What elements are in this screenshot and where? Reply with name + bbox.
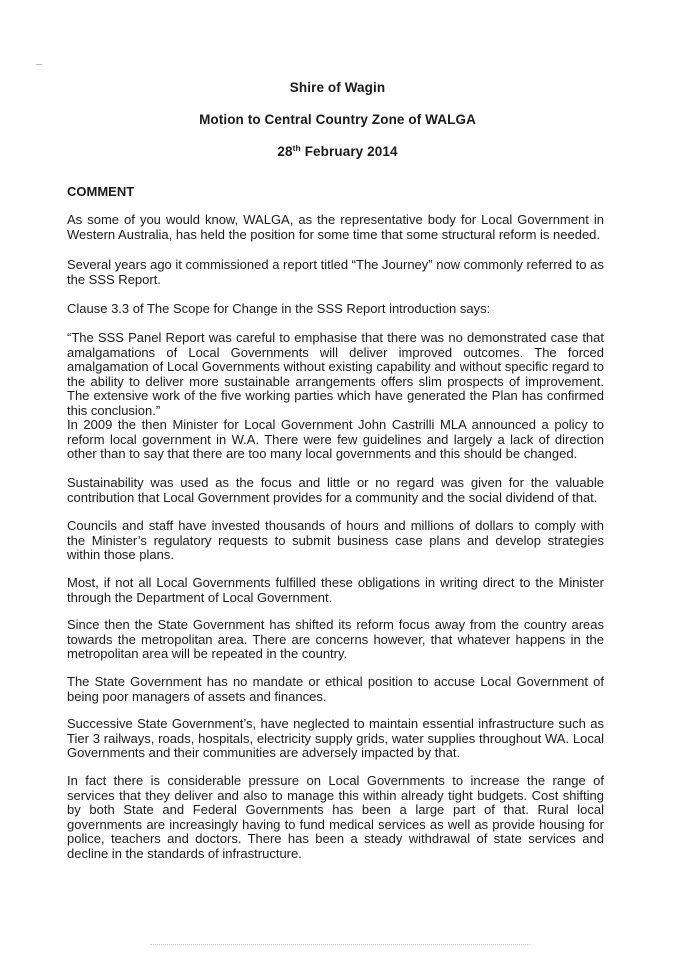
- document-subtitle: Motion to Central Country Zone of WALGA: [199, 112, 476, 127]
- paragraph-infrastructure: Successive State Government’s, have neglected to maintain essential infrastructure such as Tier 3 railways, roads, hospitals, electricity supply grids, water supplies throughout WA. Local Governments and their communities are adversely impacted by that.: [67, 716, 604, 760]
- comment-heading: COMMENT: [67, 184, 135, 199]
- paragraph-councils-staff: Councils and staff have invested thousands of hours and millions of dollars to comply with the Minister’s regulatory requests to submit business case plans and develop strategies within those plans.: [67, 518, 604, 562]
- document-title: Shire of Wagin: [289, 80, 386, 95]
- paragraph-obligations: Most, if not all Local Governments fulfilled these obligations in writing direct to the Minister through the Department of Local Government.: [67, 575, 604, 605]
- date-month-year: February 2014: [300, 144, 398, 159]
- paragraph-clause-intro: Clause 3.3 of The Scope for Change in the SSS Report introduction says:: [67, 301, 491, 316]
- scan-speck: [36, 64, 42, 65]
- paragraph-walga-position: As some of you would know, WALGA, as the representative body for Local Government in Western Australia, has held the position for some time that some structural reform is needed.: [67, 212, 604, 242]
- paragraph-sss-quote: “The SSS Panel Report was careful to emphasise that there was no demonstrated case that amalgamations of Local Governments will deliver improved outcomes. The forced amalgamation of Local Governments without existing capability and without specific regard to the ability to deliver more sustainable arrangements offers slim prospects of improvement. The extensive work of the five working parties which have generated the Plan has confirmed this conclusion.”: [67, 330, 604, 418]
- paragraph-journey-report: Several years ago it commissioned a report titled “The Journey” now commonly referred to as the SSS Report.: [67, 257, 604, 287]
- scan-footer-marks: [150, 944, 530, 947]
- paragraph-no-mandate: The State Government has no mandate or ethical position to accuse Local Government of being poor managers of assets and finances.: [67, 674, 604, 704]
- date-day: 28: [277, 144, 293, 159]
- document-date: [0, 144, 675, 159]
- paragraph-cost-shifting: In fact there is considerable pressure on Local Governments to increase the range of services that they deliver and also to manage this within already tight budgets. Cost shifting by both State and Federal Governments has been a large part of that. Rural local governments are increasingly having to fund medical services as well as provide housing for police, teachers and doctors. There has been a steady withdrawal of state services and decline in the standards of infrastructure.: [67, 773, 604, 861]
- date-ordinal-suffix: th: [292, 143, 301, 153]
- paragraph-2009-minister: In 2009 the then Minister for Local Government John Castrilli MLA announced a policy to reform local government in W.A. There were few guidelines and largely a lack of direction other than to say that there are too many local governments and this should be changed.: [67, 417, 604, 461]
- paragraph-reform-focus: Since then the State Government has shifted its reform focus away from the country areas towards the metropolitan area. There are concerns however, that whatever happens in the metropolitan area will be repeated in the country.: [67, 617, 604, 661]
- paragraph-sustainability: Sustainability was used as the focus and little or no regard was given for the valuable contribution that Local Government provides for a community and the social dividend of that.: [67, 475, 604, 505]
